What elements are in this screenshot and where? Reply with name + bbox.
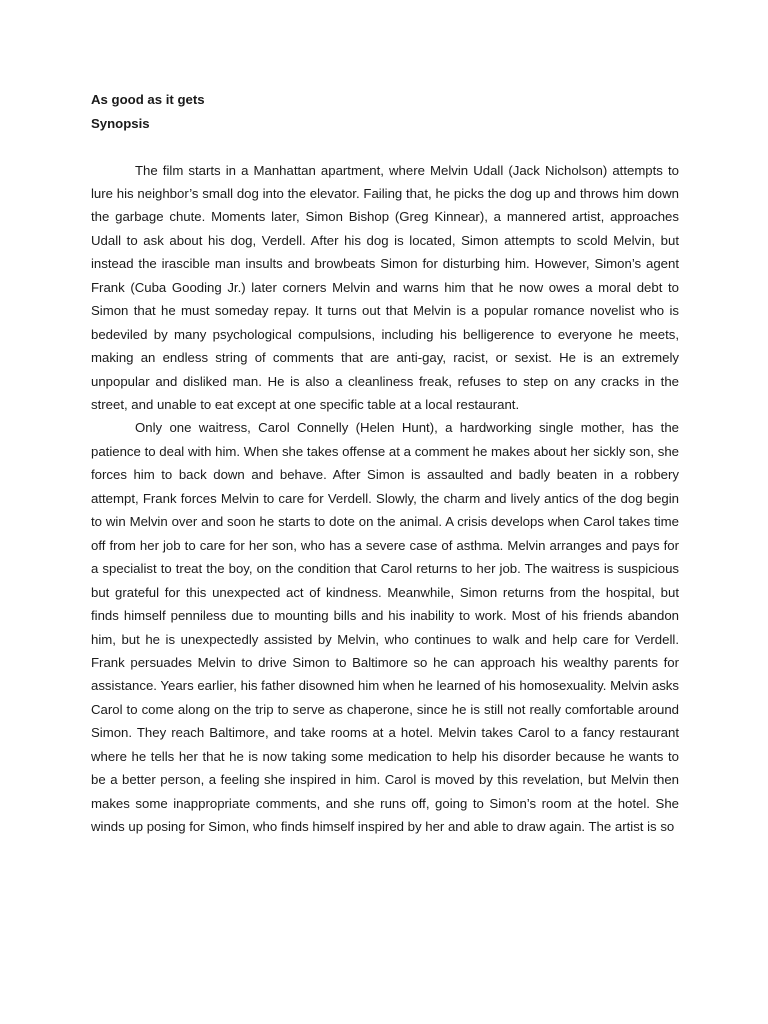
document-subtitle: Synopsis (91, 115, 150, 131)
document-title: As good as it gets (91, 92, 205, 107)
document-page (91, 88, 679, 839)
paragraph-1: The film starts in a Manhattan apartment, where Melvin Udall (Jack Nicholson) attempts to lure his neighbor’s small dog into the elevator. Failing that, he picks the dog up and throws him down the garbage chute. Moments later, Simon Bishop (Greg Kinnear), a mannered artist, approaches Udall to ask about his dog, Verdell. After his dog is located, Simon attempts to scold Melvin, but instead the irascible man insults and browbeats Simon for disturbing him. However, Simon’s agent Frank (Cuba Gooding Jr.) later corners Melvin and warns him that he now owes a moral debt to Simon that he must someday repay. It turns out that Melvin is a popular romance novelist who is bedeviled by many psychological compulsions, including his belligerence to everyone he meets, making an endless string of comments that are anti-gay, racist, or sexist. He is an extremely unpopular and disliked man. He is also a cleanliness freak, refuses to step on any cracks in the street, and unable to eat except at one specific table at a local restaurant. (91, 162, 679, 413)
paragraph-2: Only one waitress, Carol Connelly (Helen Hunt), a hardworking single mother, has the patience to deal with him. When she takes offense at a comment he makes about her sickly son, she forces him to back down and behave. After Simon is assaulted and badly beaten in a robbery attempt, Frank forces Melvin to care for Verdell. Slowly, the charm and lively antics of the dog begin to win Melvin over and soon he starts to dote on the animal. A crisis develops when Carol takes time off from her job to care for her son, who has a severe case of asthma. Melvin arranges and pays for a specialist to treat the boy, on the condition that Carol returns to her job. The waitress is suspicious but grateful for this unexpected act of kindness. Meanwhile, Simon returns from the hospital, but finds himself penniless due to mounting bills and his inability to work. Most of his friends abandon him, but he is unexpectedly assisted by Melvin, who continues to walk and help care for Verdell. Frank persuades Melvin to drive Simon to Baltimore so he can approach his wealthy parents for assistance. Years earlier, his father disowned him when he learned of his homosexuality. Melvin asks Carol to come along on the trip to serve as chaperone, since he is still not really comfortable around Simon. They reach Baltimore, and take rooms at a hotel. Melvin takes Carol to a fancy restaurant where he tells her that he is now taking some medication to help his disorder because he wants to be a better person, a feeling she inspired in him. Carol is moved by this revelation, but Melvin then makes some inappropriate comments, and she runs off, going to Simon’s room at the hotel. She winds up posing for Simon, who finds himself inspired by her and able to draw again. The artist is so (91, 420, 679, 835)
